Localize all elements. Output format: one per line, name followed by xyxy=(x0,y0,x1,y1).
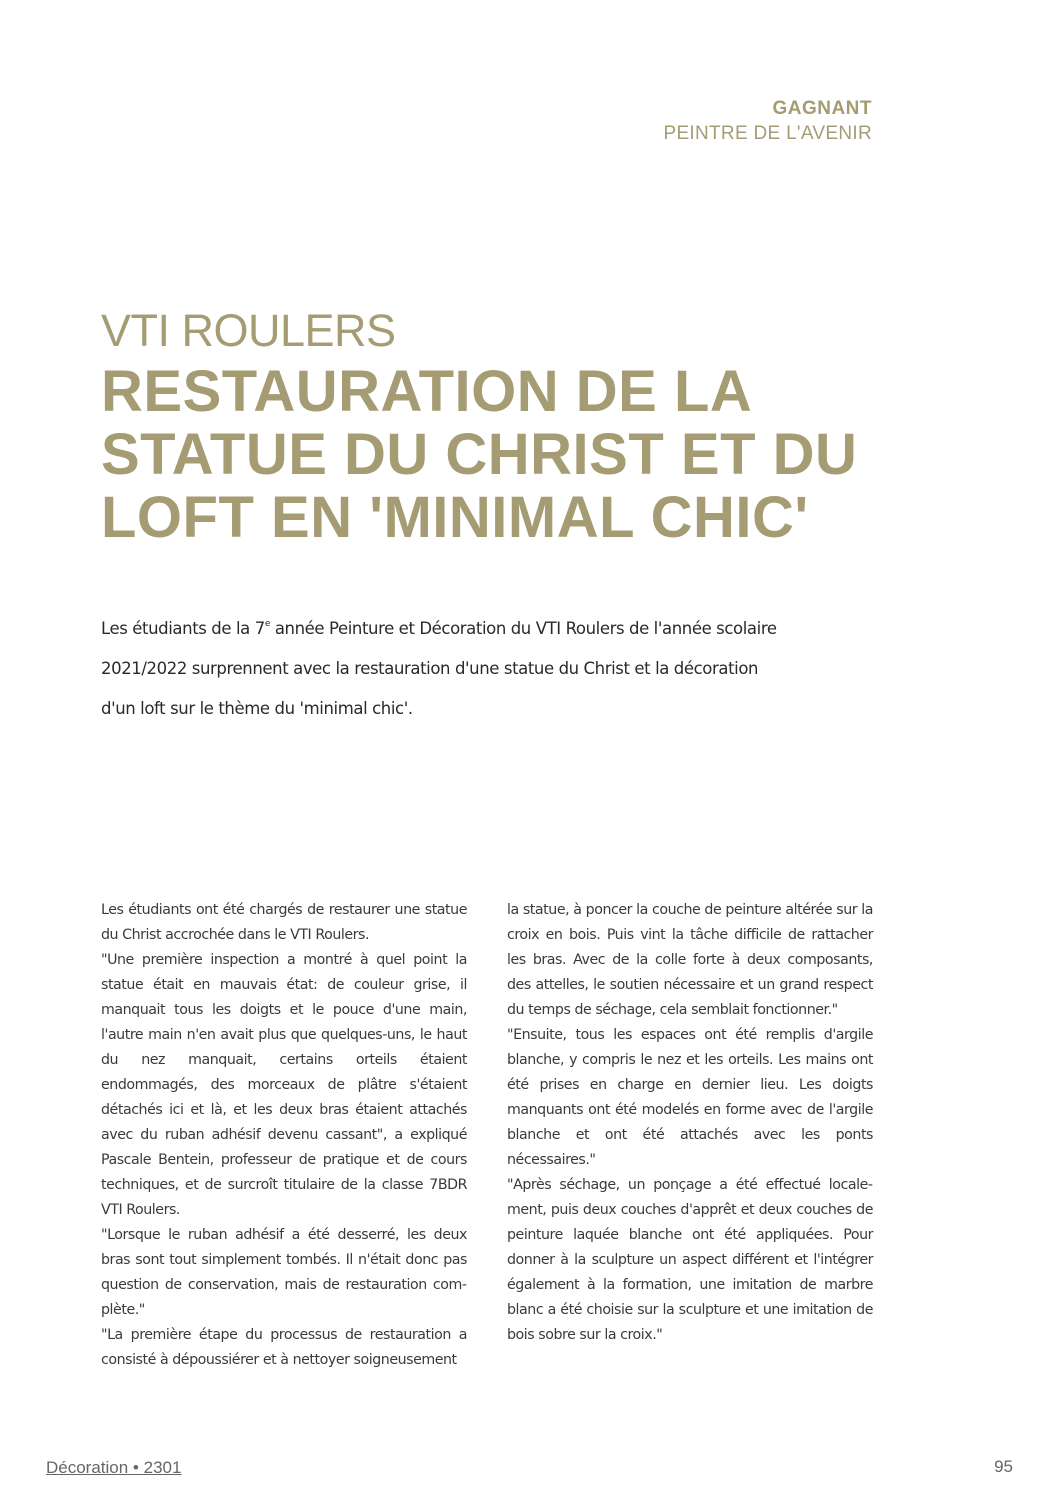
lead-text-1: Les étudiants de la 7 xyxy=(101,619,265,638)
section-label xyxy=(663,96,872,146)
lead-superscript: e xyxy=(264,619,270,629)
body-column-right xyxy=(507,898,873,1348)
title-line-1: RESTAURATION DE LA xyxy=(101,359,753,424)
title-pre: VTI ROULERS xyxy=(101,305,396,356)
body-paragraph: "Ensuite, tous les espaces ont été remplis d'argile blanche, y compris le nez et les orteils. Les mains ont été prises en charge en dernier lieu. Les doigts manquants ont été modelés en forme avec de l'argile blanche et ont été attachés avec les ponts nécessaires." xyxy=(507,1027,873,1168)
section-label-sub: PEINTRE DE L'AVENIR xyxy=(663,123,872,144)
title-line-2: STATUE DU CHRIST ET DU xyxy=(101,422,858,487)
body-paragraph: "La première étape du processus de restauration a consisté à dépoussiérer et à nettoyer soigneusement xyxy=(101,1327,467,1368)
section-label-bold: GAGNANT xyxy=(772,98,872,119)
article-title xyxy=(101,302,921,549)
page-number: 95 xyxy=(994,1457,1013,1476)
body-paragraph: "Lorsque le ruban adhésif a été desserré, les deux bras sont tout simplement tombés. Il n'était donc pas question de conservation, mais de restauration complète." xyxy=(101,1227,467,1318)
title-line-3: LOFT EN 'MINIMAL CHIC' xyxy=(101,485,809,550)
publication-link[interactable]: Décoration • 2301 xyxy=(46,1458,182,1477)
body-paragraph: "Après séchage, un ponçage a été effectué localement, puis deux couches d'apprêt et deux couches de peinture laquée blanche ont été appliquées. Pour donner à la sculpture un aspect différent et l'intégrer également à la formation, une imitation de marbre blanc a été choisie sur la sculpture et une imitation de bois sobre sur la croix." xyxy=(507,1177,873,1343)
body-paragraph: la statue, à poncer la couche de peinture altérée sur la croix en bois. Puis vint la tâche difficile de rattacher les bras. Avec de la colle forte à deux composants, des attelles, le soutien nécessaire et un grand respect du temps de séchage, cela semblait fonctionner." xyxy=(507,902,873,1018)
lead-text-2: année Peinture et Décoration du VTI Roulers de l'année scolaire 2021/2022 surprennent avec la restauration d'une statue du Christ et la décoration d'un loft sur le thème du 'minimal chic'. xyxy=(101,619,777,718)
body-paragraph: "Une première inspection a montré à quel point la statue était en mauvais état: de couleur grise, il manquait tous les doigts et le pouce d'une main, l'autre main n'en avait plus que quelques-uns, le haut du nez manquait, certains orteils étaient endommagés, des morceaux de plâtre s'étaient détachés ici et là, et les deux bras étaient attachés avec du ruban adhésif devenu cassant", a expliqué Pascale Bentein, professeur de pratique et de cours techniques, et de surcroît titulaire de la classe 7BDR VTI Roulers. xyxy=(101,952,467,1218)
body-column-left xyxy=(101,898,467,1373)
lead-paragraph xyxy=(101,604,791,729)
body-paragraph: Les étudiants ont été chargés de restaurer une statue du Christ accrochée dans le VTI Roulers. xyxy=(101,902,467,943)
